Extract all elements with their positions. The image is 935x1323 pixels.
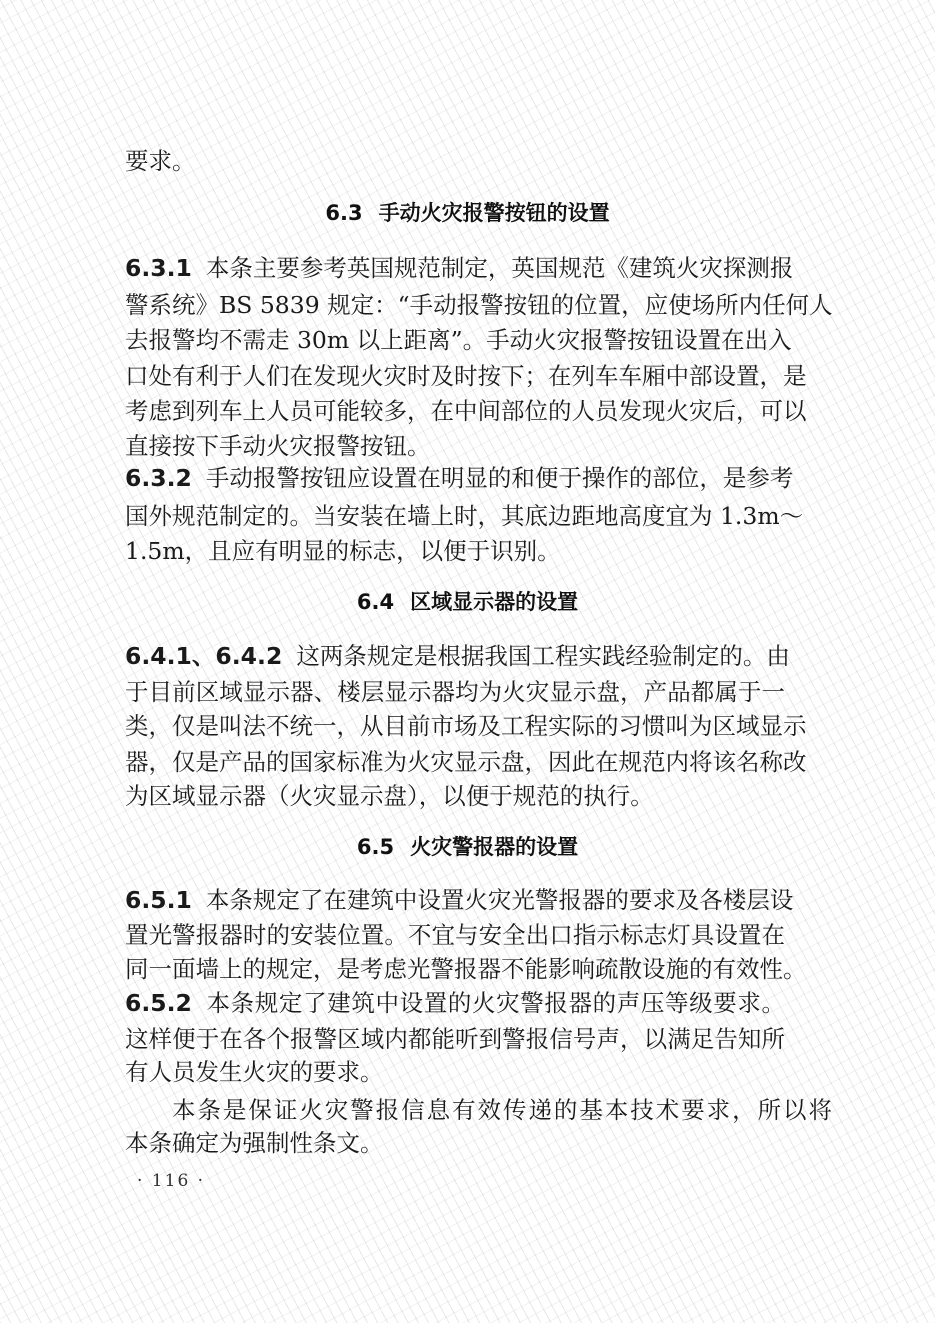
line-text: 类，仅是叫法不统一，从目前市场及工程实际的习惯叫为区域显示 bbox=[125, 712, 807, 740]
text-line bbox=[125, 712, 807, 740]
text-line bbox=[125, 254, 794, 282]
text-line bbox=[125, 642, 790, 670]
line-text: 置光警报器时的安装位置。不宜与安全出口指示标志灯具设置在 bbox=[125, 921, 785, 949]
clause-number: 6.5.1 bbox=[125, 886, 192, 914]
text-line bbox=[125, 955, 807, 983]
line-text: 本条规定了在建筑中设置火灾光警报器的要求及各楼层设 bbox=[205, 886, 794, 914]
text-line bbox=[125, 1058, 785, 1086]
line-text: 考虑到列车上人员可能较多，在中间部位的人员发现火灾后，可以 bbox=[125, 397, 807, 425]
line-text: 为区域显示器（火灾显示盘），以便于规范的执行。 bbox=[125, 782, 654, 810]
line-text: 要求。 bbox=[125, 147, 196, 175]
line-text: 有人员发生火灾的要求。 bbox=[125, 1058, 384, 1086]
line-text: 器，仅是产品的国家标准为火灾显示盘，因此在规范内将该名称改 bbox=[125, 748, 807, 776]
text-line bbox=[125, 464, 794, 492]
line-text: 这两条规定是根据我国工程实践经验制定的。由 bbox=[296, 642, 790, 670]
page-number: · 116 · bbox=[137, 1171, 206, 1191]
line-text: 本条是保证火灾警报信息有效传递的基本技术要求，所以将 bbox=[172, 1096, 832, 1124]
text-line bbox=[125, 989, 785, 1017]
text-line bbox=[125, 1096, 832, 1124]
text-line bbox=[125, 291, 833, 319]
section-heading bbox=[0, 837, 935, 858]
text-line bbox=[125, 921, 785, 949]
section-title: 手动火灾报警按钮的设置 bbox=[378, 201, 610, 225]
text-line bbox=[125, 782, 785, 810]
section-heading bbox=[0, 203, 935, 224]
text-line bbox=[125, 326, 792, 354]
line-text: 本条规定了建筑中设置的火灾警报器的声压等级要求。 bbox=[205, 989, 785, 1017]
line-text: 这样便于在各个报警区域内都能听到警报信号声，以满足告知所 bbox=[125, 1025, 785, 1053]
line-text: 本条确定为强制性条文。 bbox=[125, 1129, 384, 1157]
section-number: 6.3 bbox=[325, 201, 363, 225]
line-text: 直接按下手动火灾报警按钮。 bbox=[125, 432, 431, 460]
line-text: 国外规范制定的。当安装在墙上时，其底边距地高度宜为 1.3m～ bbox=[125, 502, 804, 530]
line-text: 去报警均不需走 30m 以上距离”。手动火灾报警按钮设置在出入 bbox=[125, 326, 792, 354]
line-text: 警系统》BS 5839 规定：“手动报警按钮的位置，应使场所内任何人 bbox=[125, 291, 833, 319]
line-text: 于目前区域显示器、楼层显示器均为火灾显示盘，产品都属于一 bbox=[125, 678, 785, 706]
section-number: 6.4 bbox=[356, 590, 395, 614]
line-text: 手动报警按钮应设置在明显的和便于操作的部位，是参考 bbox=[205, 464, 794, 492]
text-line bbox=[125, 362, 807, 390]
text-line bbox=[125, 748, 807, 776]
text-line bbox=[125, 147, 785, 175]
text-line bbox=[125, 1129, 785, 1157]
clause-number: 6.5.2 bbox=[125, 989, 192, 1017]
line-text: 本条主要参考英国规范制定，英国规范《建筑火灾探测报 bbox=[205, 254, 794, 282]
clause-number: 6.4.1、6.4.2 bbox=[125, 642, 283, 670]
section-heading bbox=[0, 592, 935, 613]
line-text: 同一面墙上的规定，是考虑光警报器不能影响疏散设施的有效性。 bbox=[125, 955, 807, 983]
clause-number: 6.3.1 bbox=[125, 254, 192, 282]
text-line bbox=[125, 432, 785, 460]
section-title: 火灾警报器的设置 bbox=[410, 835, 579, 859]
text-line bbox=[125, 502, 804, 530]
line-text: 1.5m，且应有明显的标志，以便于识别。 bbox=[125, 537, 561, 565]
section-number: 6.5 bbox=[356, 835, 395, 859]
section-title: 区域显示器的设置 bbox=[410, 590, 579, 614]
text-line bbox=[125, 1025, 785, 1053]
text-line bbox=[125, 397, 807, 425]
line-text: 口处有利于人们在发现火灾时及时按下；在列车车厢中部设置，是 bbox=[125, 362, 807, 390]
text-line bbox=[125, 678, 785, 706]
text-line bbox=[125, 886, 794, 914]
text-line bbox=[125, 537, 785, 565]
clause-number: 6.3.2 bbox=[125, 464, 192, 492]
